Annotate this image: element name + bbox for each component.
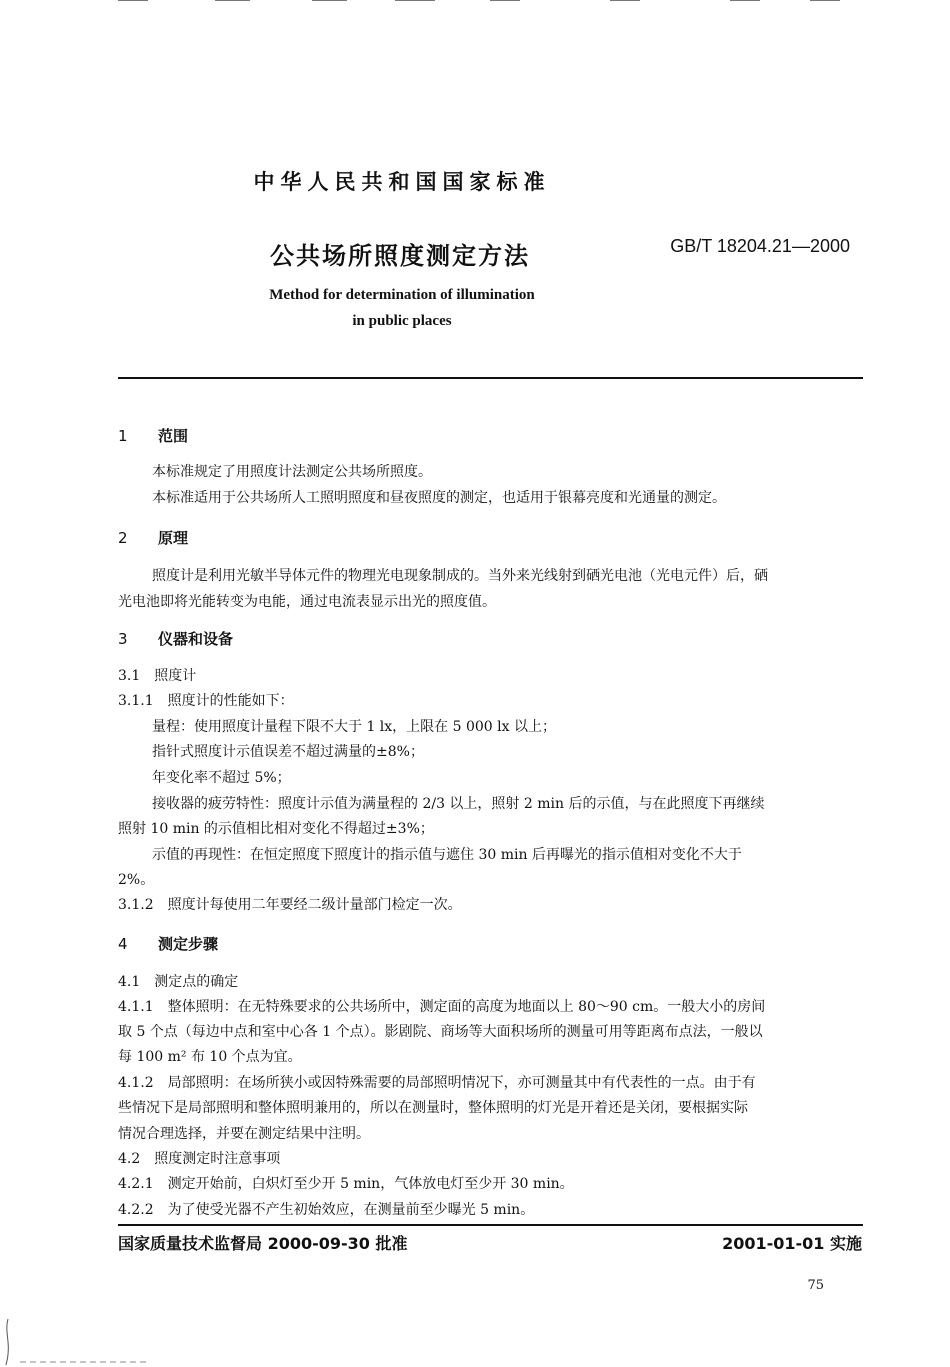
scan-edge-mark [312, 0, 347, 1]
scan-edge-mark [610, 0, 640, 1]
standard-title-en-line2: in public places [352, 313, 452, 329]
paragraph: 情况合理选择，并要在测定结果中注明。 [118, 1126, 370, 1142]
paragraph: 光电池即将光能转变为电能，通过电流表显示出光的照度值。 [118, 594, 496, 610]
footer-rule [118, 1224, 863, 1226]
section-number: 3 [118, 630, 128, 648]
paragraph: 本标准规定了用照度计法测定公共场所照度。 [152, 464, 432, 480]
paragraph: 4.1.2 局部照明：在场所狭小或因特殊需要的局部照明情况下，亦可测量其中有代表性的一点。由于有 [118, 1075, 756, 1091]
section-title: 测定步骤 [158, 935, 219, 953]
list-item: 指针式照度计示值误差不超过满量的±8%； [152, 744, 424, 760]
paragraph: 照度计是利用光敏半导体元件的物理光电现象制成的。当外来光线射到硒光电池（光电元件）后，硒 [152, 568, 768, 584]
scan-edge-mark [730, 0, 760, 1]
section-number: 1 [118, 427, 128, 445]
section-1-heading [118, 425, 188, 446]
country-heading: 中华人民共和国国家标准 [253, 170, 551, 194]
scan-edge-mark [118, 0, 148, 1]
section-title: 范围 [158, 427, 189, 445]
paragraph: 4.1.1 整体照明：在无特殊要求的公共场所中，测定面的高度为地面以上 80～90 cm。一般大小的房间 [118, 999, 766, 1015]
scan-edge-mark [810, 0, 840, 1]
section-title: 仪器和设备 [158, 630, 234, 648]
standard-code: GB/T 18204.21—2000 [670, 236, 850, 256]
subsection-heading: 3.1 照度计 [118, 668, 197, 684]
standard-title-en-line1: Method for determination of illumination [269, 287, 535, 303]
header-rule [118, 377, 863, 379]
standard-title-cn: 公共场所照度测定方法 [270, 242, 530, 270]
subsection-heading: 3.1.1 照度计的性能如下： [118, 693, 294, 709]
section-2-heading [118, 527, 188, 548]
subsection-heading: 4.2 照度测定时注意事项 [118, 1151, 281, 1167]
scan-artifact [0, 1315, 160, 1367]
section-4-heading [118, 933, 218, 954]
paragraph: 取 5 个点（每边中点和室中心各 1 个点）。影剧院、商场等大面积场所的测量可用等距离布点法，一般以 [118, 1024, 763, 1040]
list-item: 照射 10 min 的示值相比相对变化不得超过±3%； [118, 821, 434, 837]
paragraph: 本标准适用于公共场所人工照明照度和昼夜照度的测定，也适用于银幕亮度和光通量的测定。 [152, 490, 726, 506]
subsection-heading: 3.1.2 照度计每使用二年要经二级计量部门检定一次。 [118, 897, 462, 913]
paragraph: 每 100 m² 布 10 个点为宜。 [118, 1049, 302, 1065]
section-title: 原理 [158, 529, 189, 547]
subsection-heading: 4.1 测定点的确定 [118, 974, 239, 990]
scan-edge-mark [215, 0, 250, 1]
page-number: 75 [807, 1278, 824, 1293]
list-item: 量程：使用照度计量程下限不大于 1 lx，上限在 5 000 lx 以上； [152, 719, 556, 735]
paragraph: 些情况下是局部照明和整体照明兼用的，所以在测量时，整体照明的灯光是开着还是关闭，要根据实际 [118, 1100, 748, 1116]
paragraph: 4.2.2 为了使受光器不产生初始效应，在测量前至少曝光 5 min。 [118, 1202, 535, 1218]
list-item: 年变化率不超过 5%； [152, 770, 291, 786]
approval-note: 国家质量技术监督局 2000-09-30 批准 [118, 1234, 408, 1253]
list-item: 接收器的疲劳特性：照度计示值为满量程的 2/3 以上，照射 2 min 后的示值，与在此照度下再继续 [152, 796, 765, 812]
section-number: 4 [118, 935, 128, 953]
section-number: 2 [118, 529, 128, 547]
implementation-date: 2001-01-01 实施 [722, 1234, 862, 1253]
paragraph: 4.2.1 测定开始前，白炽灯至少开 5 min，气体放电灯至少开 30 min。 [118, 1176, 574, 1192]
scan-edge-mark [395, 0, 435, 1]
section-3-heading [118, 628, 233, 649]
list-item: 2%。 [118, 872, 155, 888]
scan-edge-mark [490, 0, 520, 1]
list-item: 示值的再现性：在恒定照度下照度计的指示值与遮住 30 min 后再曝光的指示值相对变化不大于 [152, 847, 742, 863]
